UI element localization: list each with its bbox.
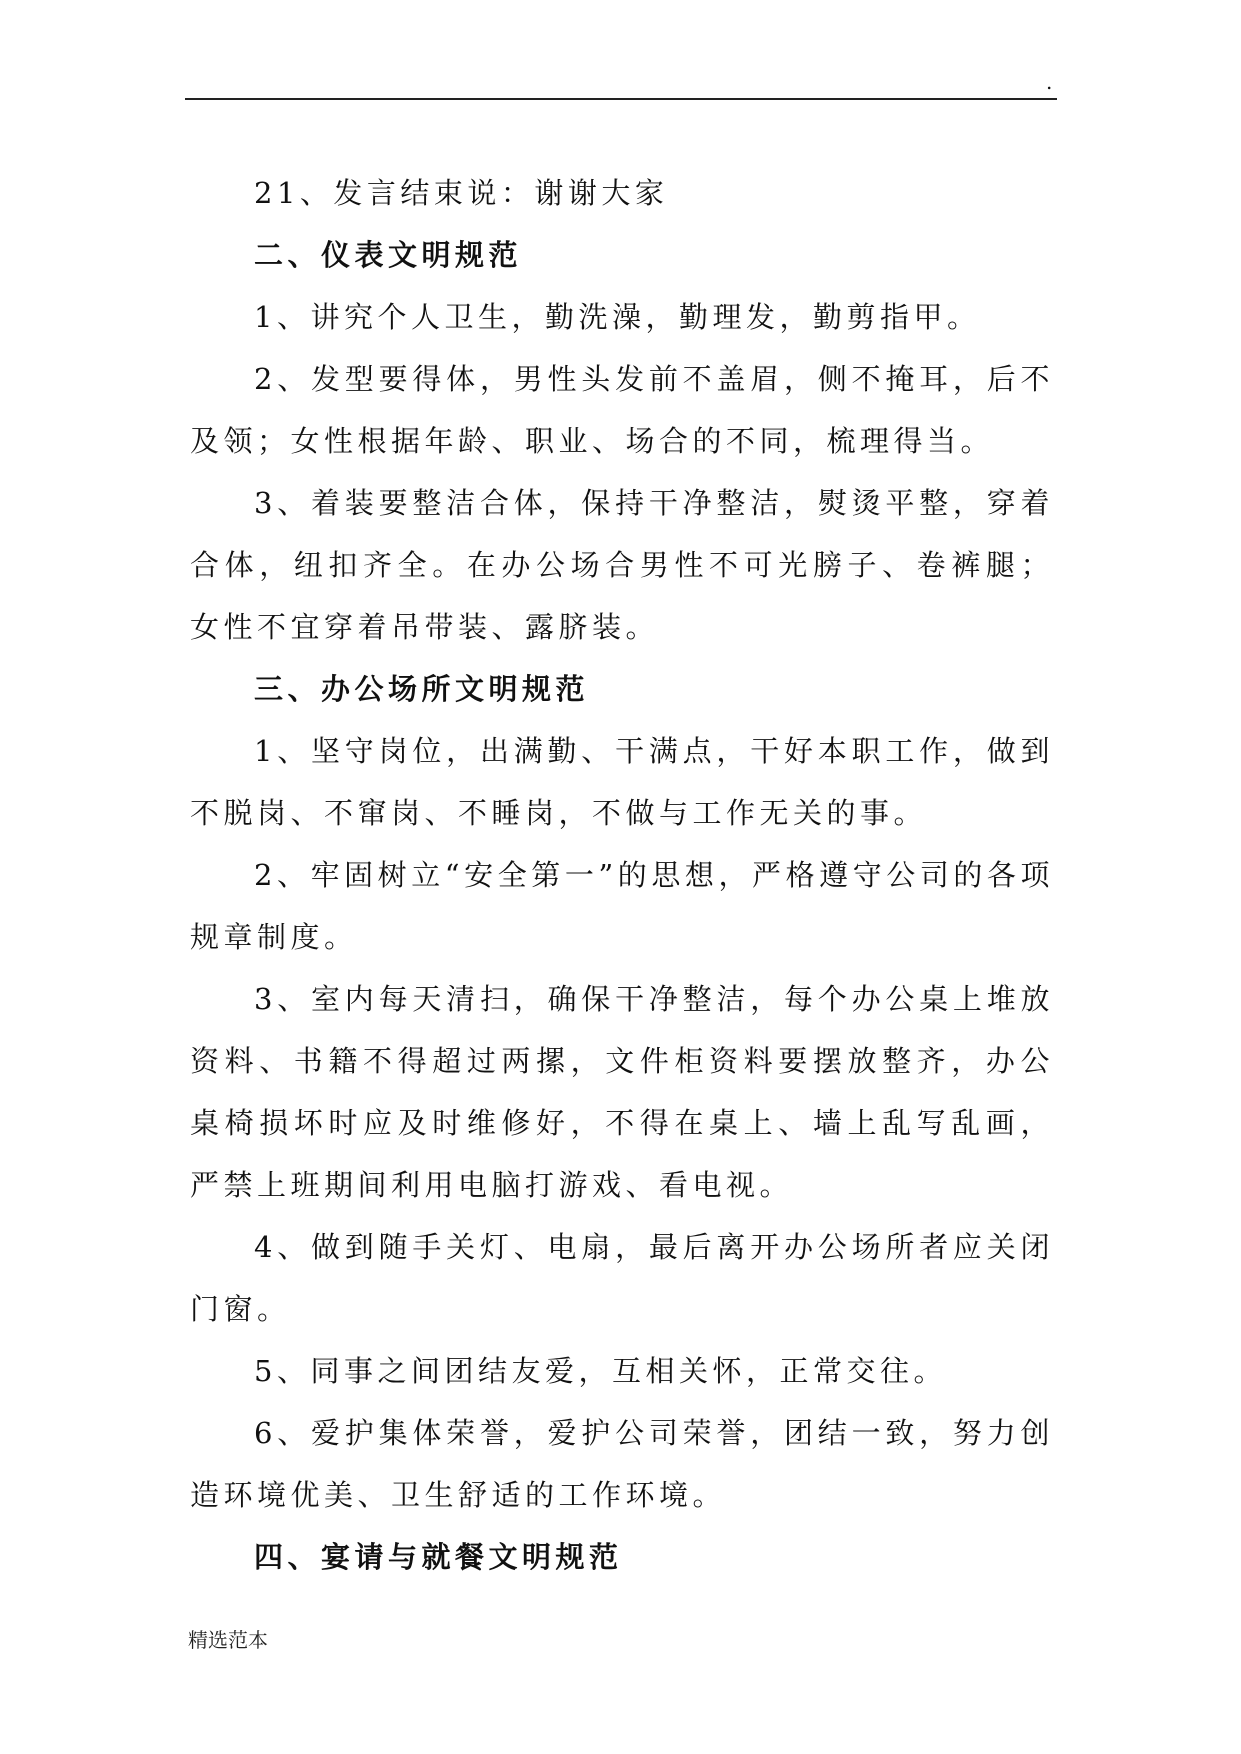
- paragraph-office-4: 4、做到随手关灯、电扇，最后离开办公场所者应关闭门窗。: [190, 1230, 1054, 1326]
- paragraph-appearance-3: 3、着装要整洁合体，保持干净整洁，熨烫平整，穿着合体，纽扣齐全。在办公场合男性不可光膀子、卷裤腿；女性不宜穿着吊带装、露脐装。: [190, 486, 1054, 644]
- header-rule: [185, 98, 1057, 100]
- paragraph-office-6: 6、爱护集体荣誉，爱护公司荣誉，团结一致，努力创造环境优美、卫生舒适的工作环境。: [190, 1416, 1054, 1512]
- paragraph-office-5: 5、同事之间团结友爱，互相关怀，正常交往。: [254, 1354, 947, 1388]
- paragraph-office-3: 3、室内每天清扫，确保干净整洁，每个办公桌上堆放资料、书籍不得超过两摞，文件柜资料要摆放整齐，办公桌椅损坏时应及时维修好，不得在桌上、墙上乱写乱画，严禁上班期间利用电脑打游戏、看电视。: [190, 982, 1054, 1202]
- footer-label: 精选范本: [188, 1628, 268, 1652]
- section-heading-office: 三、办公场所文明规范: [254, 672, 590, 706]
- paragraph-office-2: 2、牢固树立“安全第一”的思想，严格遵守公司的各项规章制度。: [190, 858, 1054, 954]
- paragraph-office-1: 1、坚守岗位，出满勤、干满点，干好本职工作，做到不脱岗、不窜岗、不睡岗，不做与工作无关的事。: [190, 734, 1054, 830]
- paragraph-closing-remark: 21、发言结束说：谢谢大家: [254, 176, 669, 210]
- section-heading-appearance: 二、仪表文明规范: [254, 238, 523, 272]
- paragraph-appearance-2: 2、发型要得体，男性头发前不盖眉，侧不掩耳，后不及领；女性根据年龄、职业、场合的不同，梳理得当。: [190, 362, 1054, 458]
- section-heading-dining: 四、宴请与就餐文明规范: [254, 1540, 623, 1574]
- document-body: [190, 162, 1054, 1588]
- paragraph-appearance-1: 1、讲究个人卫生，勤洗澡，勤理发，勤剪指甲。: [254, 300, 981, 334]
- header-mark: .: [1046, 70, 1053, 94]
